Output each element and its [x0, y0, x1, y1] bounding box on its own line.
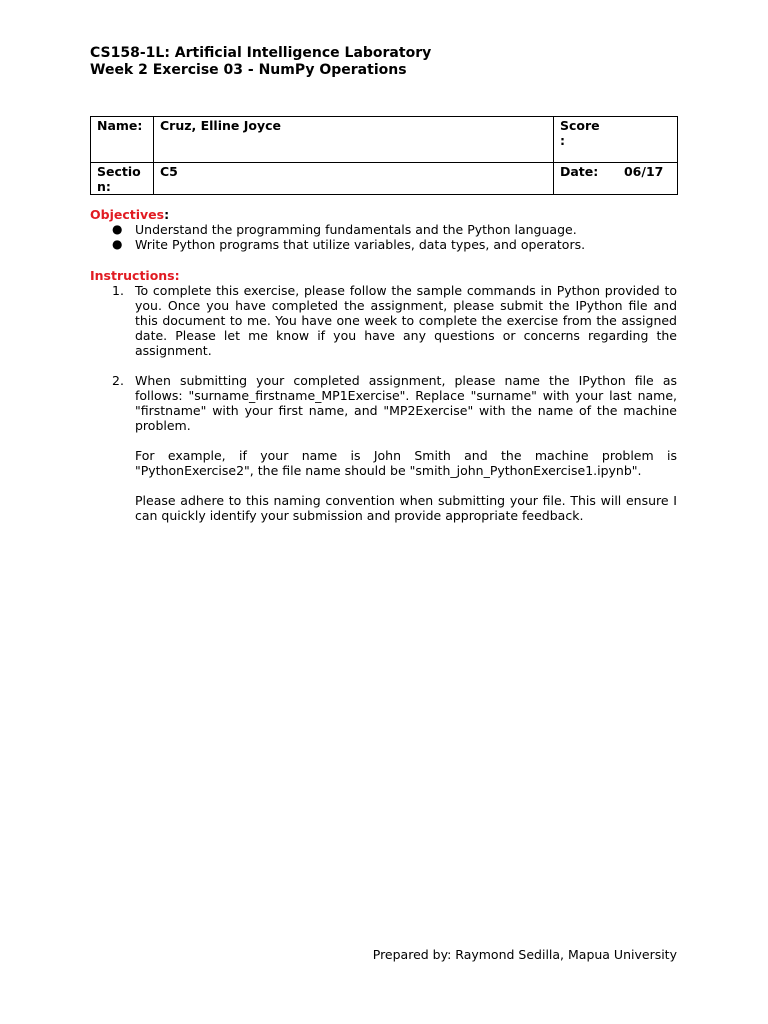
- list-item: ● Understand the programming fundamentals and the Python language.: [112, 222, 577, 237]
- date-cell: [554, 163, 678, 195]
- section-label: Section:: [97, 164, 141, 194]
- section-value: C5: [154, 163, 554, 195]
- item-number: 1.: [112, 283, 124, 298]
- bullet-icon: ●: [112, 222, 123, 236]
- exercise-title: Week 2 Exercise 03 - NumPy Operations: [90, 62, 407, 78]
- score-label: Score :: [560, 118, 600, 148]
- info-row-section: [91, 163, 678, 195]
- instruction-paragraph: For example, if your name is John Smith and the machine problem is "PythonExercise2", the file name should be "smith_john_PythonExercise1.ipynb".: [135, 448, 677, 478]
- instruction-item: [112, 373, 677, 523]
- info-row-name: [91, 117, 678, 163]
- date-label: Date:: [560, 164, 599, 179]
- date-value: 06/17: [623, 164, 664, 179]
- instruction-item: [112, 283, 677, 358]
- item-number: 2.: [112, 373, 124, 388]
- instructions-heading: Instructions:: [90, 268, 180, 283]
- objectives-heading: Objectives:: [90, 207, 170, 222]
- student-info-table: [90, 116, 678, 195]
- bullet-icon: ●: [112, 237, 123, 251]
- course-title: CS158-1L: Artificial Intelligence Laboratory: [90, 45, 432, 61]
- instruction-paragraph: Please adhere to this naming convention when submitting your file. This will ensure I can quickly identify your submission and provide appropriate feedback.: [135, 493, 677, 523]
- name-label: Name:: [91, 117, 154, 163]
- prepared-by-footer: Prepared by: Raymond Sedilla, Mapua University: [372, 947, 677, 962]
- list-item: ● Write Python programs that utilize variables, data types, and operators.: [112, 237, 586, 252]
- objectives-list: [112, 222, 677, 252]
- instruction-paragraph: When submitting your completed assignment, please name the IPython file as follows: "surname_firstname_MP1Exercise". Replace "surname" with your last name, "firstname" with your first name, and "MP2Exercise" with the name of the machine problem.: [135, 373, 677, 433]
- name-value: Cruz, Elline Joyce: [154, 117, 554, 163]
- instruction-paragraph: To complete this exercise, please follow the sample commands in Python provided to you. Once you have completed the assignment, please submit the IPython file and this document to me. You have one week to complete the exercise from the assigned date. Please let me know if you have any questions or concerns regarding the assignment.: [135, 283, 677, 358]
